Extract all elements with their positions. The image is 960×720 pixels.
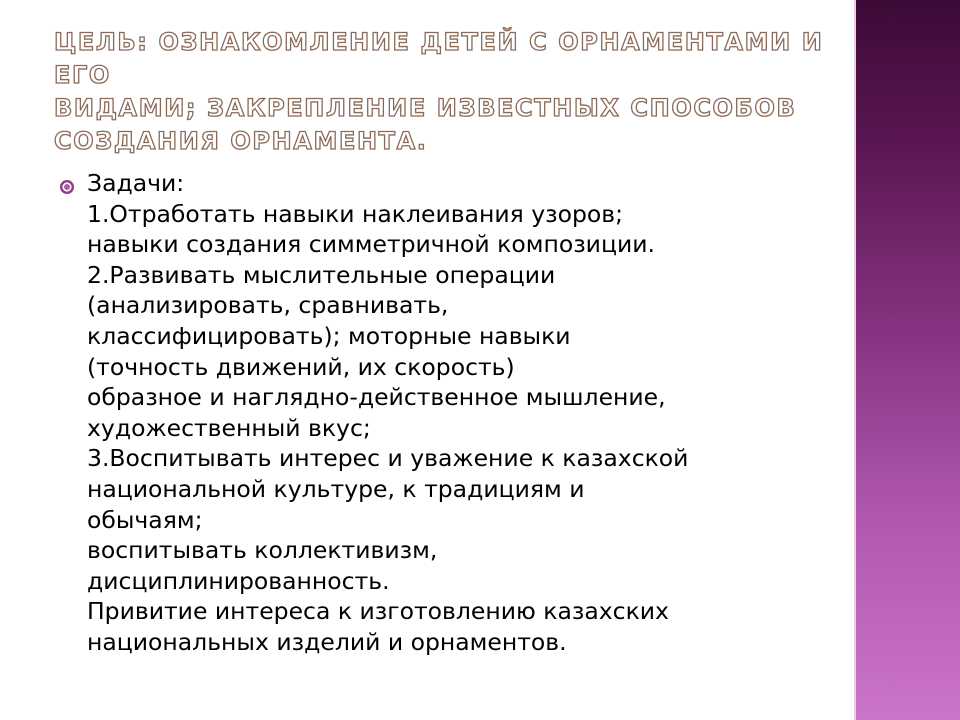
- bullet-icon: [60, 180, 74, 194]
- decorative-side-band: [856, 0, 960, 720]
- slide-title: ЦЕЛЬ: ОЗНАКОМЛЕНИЕ ДЕТЕЙ С ОРНАМЕНТАМИ И ЕГО ВИДАМИ; ЗАКРЕПЛЕНИЕ ИЗВЕСТНЫХ СПОСОБОВ СОЗДАНИЯ ОРНАМЕНТА.: [54, 28, 824, 155]
- bullet-item-tasks: Задачи: 1.Отработать навыки наклеивания узоров; навыки создания симметричной композиции. 2.Развивать мыслительные операции (анализировать, сравнивать, классифицировать); моторные навыки (точность движений, их скорость) образное и наглядно-действенное мышление, художественный вкус; 3.Воспитывать интерес и уважение к казахской национальной культуре, к традициям и обычаям; воспитывать коллективизм, дисциплинированность. Привитие интереса к изготовлению казахских национальных изделий и орнаментов.: [87, 169, 689, 656]
